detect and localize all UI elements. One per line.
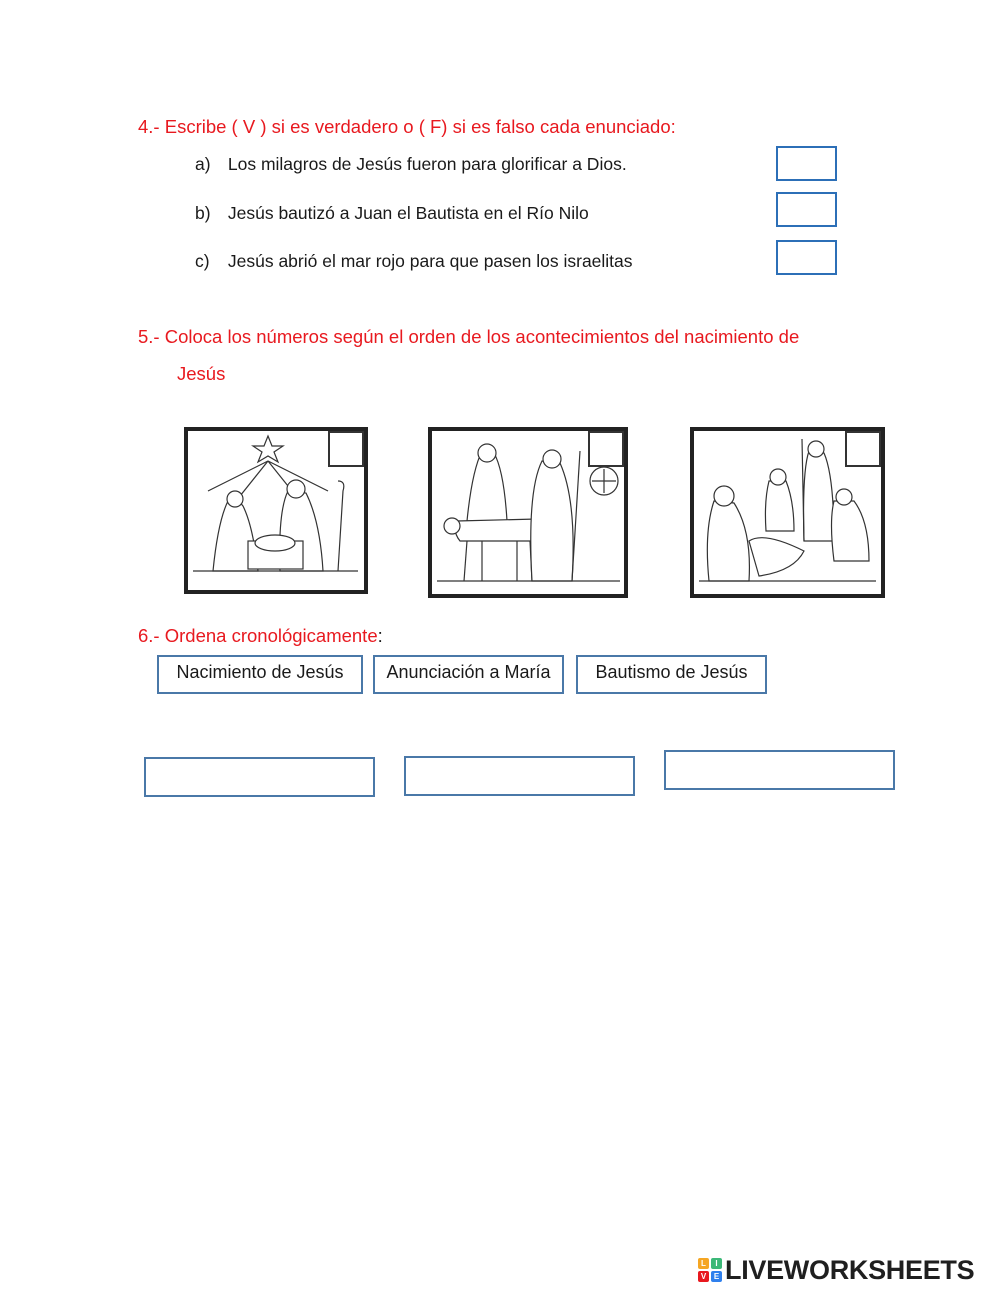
- q4-answer-box-b[interactable]: [776, 192, 837, 227]
- liveworksheets-logo: [698, 1255, 974, 1285]
- q6-drop-box-2[interactable]: [404, 756, 635, 796]
- nativity-scene-image: [184, 427, 368, 594]
- q4-item-b: [195, 203, 589, 224]
- q5-number-box-1[interactable]: [328, 431, 364, 467]
- q4-item-c: [195, 251, 633, 272]
- q4-item-b-text: Jesús bautizó a Juan el Bautista en el Río Nilo: [227, 203, 589, 223]
- q6-drop-box-3[interactable]: [664, 750, 895, 790]
- logo-letter-e: E: [711, 1271, 722, 1282]
- q5-title-line2: Jesús: [177, 363, 226, 384]
- logo-text: LIVEWORKSHEETS: [725, 1254, 975, 1285]
- logo-letter-v: V: [698, 1271, 709, 1282]
- q4-item-a-text: Los milagros de Jesús fueron para glorificar a Dios.: [227, 154, 627, 174]
- q6-title-text: 6.- Ordena cronológicamente: [138, 625, 378, 646]
- q5-number-box-3[interactable]: [845, 431, 881, 467]
- q6-tile-bautismo[interactable]: Bautismo de Jesús: [576, 655, 767, 694]
- q4-item-a-marker: a): [195, 154, 211, 174]
- logo-letter-i: I: [711, 1258, 722, 1269]
- q4-item-b-marker: b): [195, 203, 211, 223]
- q4-answer-box-c[interactable]: [776, 240, 837, 275]
- logo-letter-l: L: [698, 1258, 709, 1269]
- q4-title: 4.- Escribe ( V ) si es verdadero o ( F) si es falso cada enunciado:: [138, 116, 676, 137]
- q4-item-a: [195, 154, 627, 175]
- q5-number-box-2[interactable]: [588, 431, 624, 467]
- journey-to-bethlehem-image: [428, 427, 628, 598]
- liveworksheets-logo-icon: [698, 1258, 722, 1282]
- shepherds-visit-image: [690, 427, 885, 598]
- q6-title: [138, 625, 383, 647]
- q4-item-c-marker: c): [195, 251, 210, 271]
- q6-tile-anunciacion[interactable]: Anunciación a María: [373, 655, 564, 694]
- q4-answer-box-a[interactable]: [776, 146, 837, 181]
- q6-drop-box-1[interactable]: [144, 757, 375, 797]
- q4-item-c-text: Jesús abrió el mar rojo para que pasen los israelitas: [227, 251, 633, 271]
- q5-title-line1: 5.- Coloca los números según el orden de los acontecimientos del nacimiento de: [138, 326, 800, 347]
- q6-title-colon: :: [377, 625, 383, 646]
- q6-tile-nacimiento[interactable]: Nacimiento de Jesús: [157, 655, 363, 694]
